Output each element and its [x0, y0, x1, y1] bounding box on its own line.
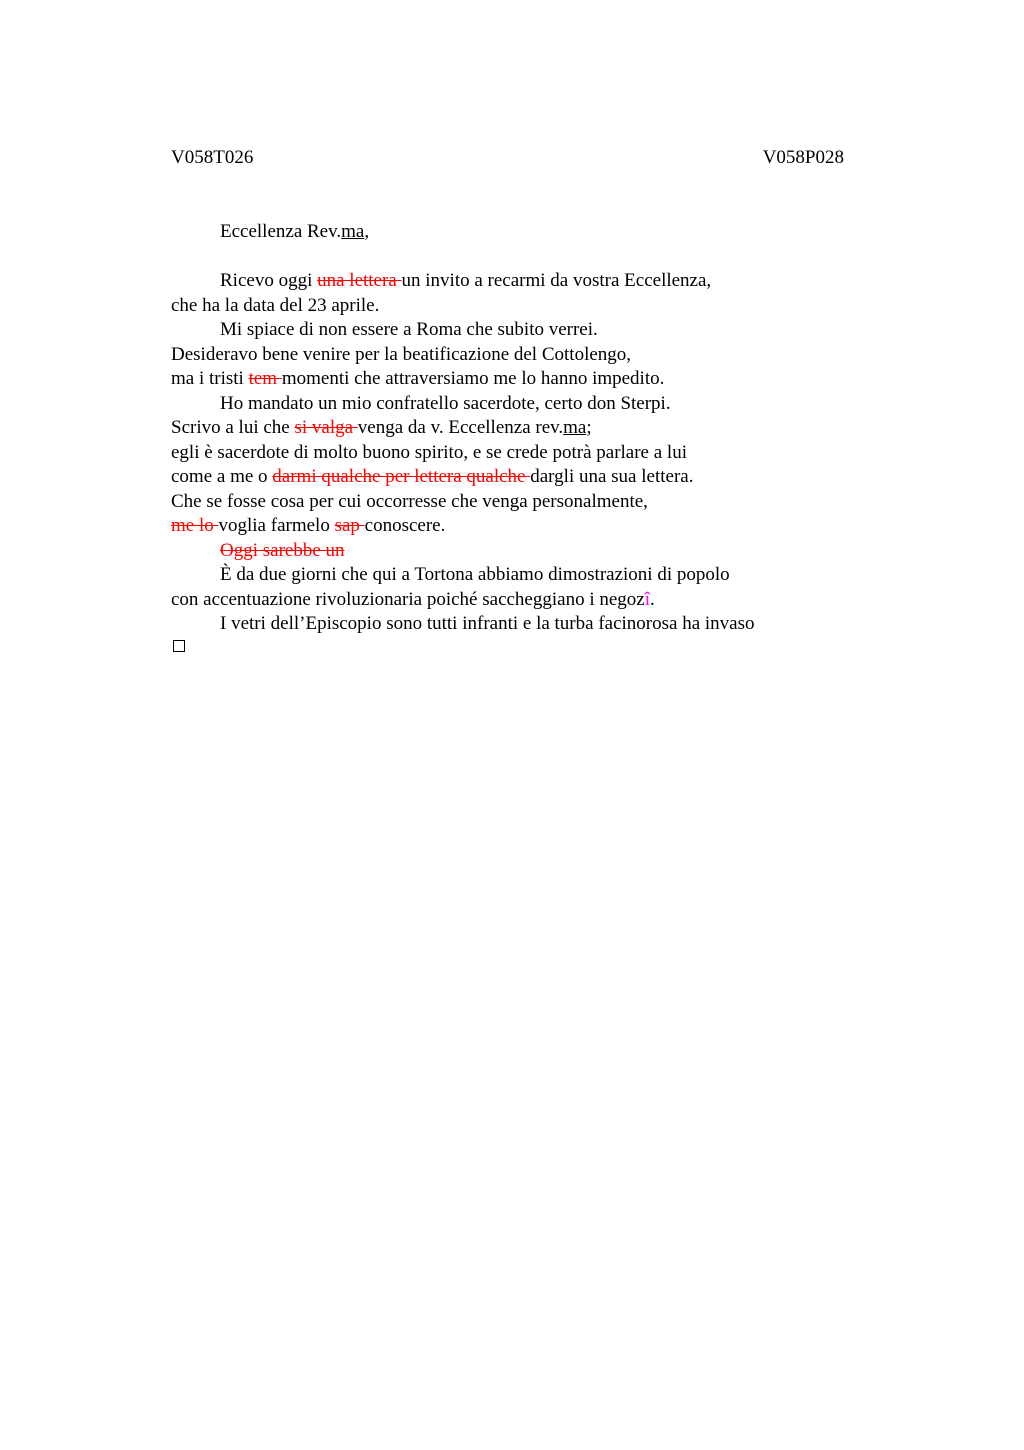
- line-text: che ha la data del 23 aprile.: [171, 294, 380, 316]
- text-line-10: [171, 490, 851, 515]
- text-line-6: [171, 392, 851, 417]
- deleted-text: si valga: [294, 417, 358, 438]
- document-code: V058T026: [171, 147, 254, 168]
- line-text: Scrivo a lui che: [171, 417, 295, 438]
- letter-body: [171, 220, 851, 637]
- text-line-11: [171, 514, 851, 539]
- text-line-14: [171, 588, 851, 613]
- square-icon: [173, 640, 185, 652]
- text-line-1: [171, 269, 851, 294]
- line-text: venga da v. Eccellenza rev.: [357, 417, 564, 438]
- salutation-punctuation: ,: [364, 221, 370, 242]
- line-text: Desideravo bene venire per la beatificazione del Cottolengo,: [171, 343, 632, 365]
- line-text: egli è sacerdote di molto buono spirito, e se crede potrà parlare a lui: [171, 441, 687, 463]
- salutation-text: Eccellenza Rev.: [220, 221, 342, 242]
- text-line-15: [171, 612, 851, 637]
- text-line-2: [171, 294, 851, 319]
- salutation: [171, 220, 851, 245]
- blank-line: [171, 245, 851, 270]
- text-line-3: [171, 318, 851, 343]
- deleted-text: Oggi sarebbe un: [220, 539, 345, 561]
- line-text: Ho mandato un mio confratello sacerdote, certo don Sterpi.: [220, 392, 671, 414]
- line-text: ;: [586, 417, 592, 438]
- line-text: conoscere.: [364, 515, 446, 536]
- underlined-abbreviation: ma: [563, 417, 587, 438]
- line-text: .: [650, 588, 655, 610]
- line-text: un invito a recarmi da vostra Eccellenza,: [401, 270, 712, 291]
- line-text: ma i tristi: [171, 368, 249, 389]
- line-text: voglia farmelo: [218, 515, 335, 536]
- deleted-text: sap: [334, 515, 365, 536]
- line-text: dargli una sua lettera.: [530, 466, 694, 487]
- line-text: Mi spiace di non essere a Roma che subito verrei.: [220, 319, 598, 340]
- deleted-text: darmi qualche per lettera qualche: [272, 466, 531, 487]
- deleted-text: me lo: [171, 515, 219, 536]
- deleted-text: una lettera: [317, 270, 402, 291]
- line-text: momenti che attraversiamo me lo hanno impedito.: [281, 368, 665, 389]
- page-header: [171, 146, 844, 170]
- text-line-4: [171, 343, 851, 368]
- deleted-text: tem: [248, 368, 282, 389]
- line-text: come a me o: [171, 466, 273, 487]
- line-text: È da due giorni che qui a Tortona abbiamo dimostrazioni di popolo: [220, 564, 730, 585]
- text-line-8: [171, 441, 851, 466]
- text-line-9: [171, 465, 851, 490]
- text-line-12: [171, 539, 851, 564]
- text-line-13: [171, 563, 851, 588]
- salutation-abbreviation: ma: [341, 221, 365, 242]
- line-text: I vetri dell’Episcopio sono tutti infranti e la turba facinorosa ha invaso: [220, 613, 755, 634]
- text-line-5: [171, 367, 851, 392]
- line-text: con accentuazione rivoluzionaria poiché saccheggiano i negoz: [171, 588, 645, 610]
- line-text: Che se fosse cosa per cui occorresse che venga personalmente,: [171, 490, 648, 512]
- corrected-character: î: [644, 588, 651, 610]
- line-text: Ricevo oggi: [220, 270, 318, 291]
- page-code: V058P028: [762, 147, 844, 168]
- text-line-7: [171, 416, 851, 441]
